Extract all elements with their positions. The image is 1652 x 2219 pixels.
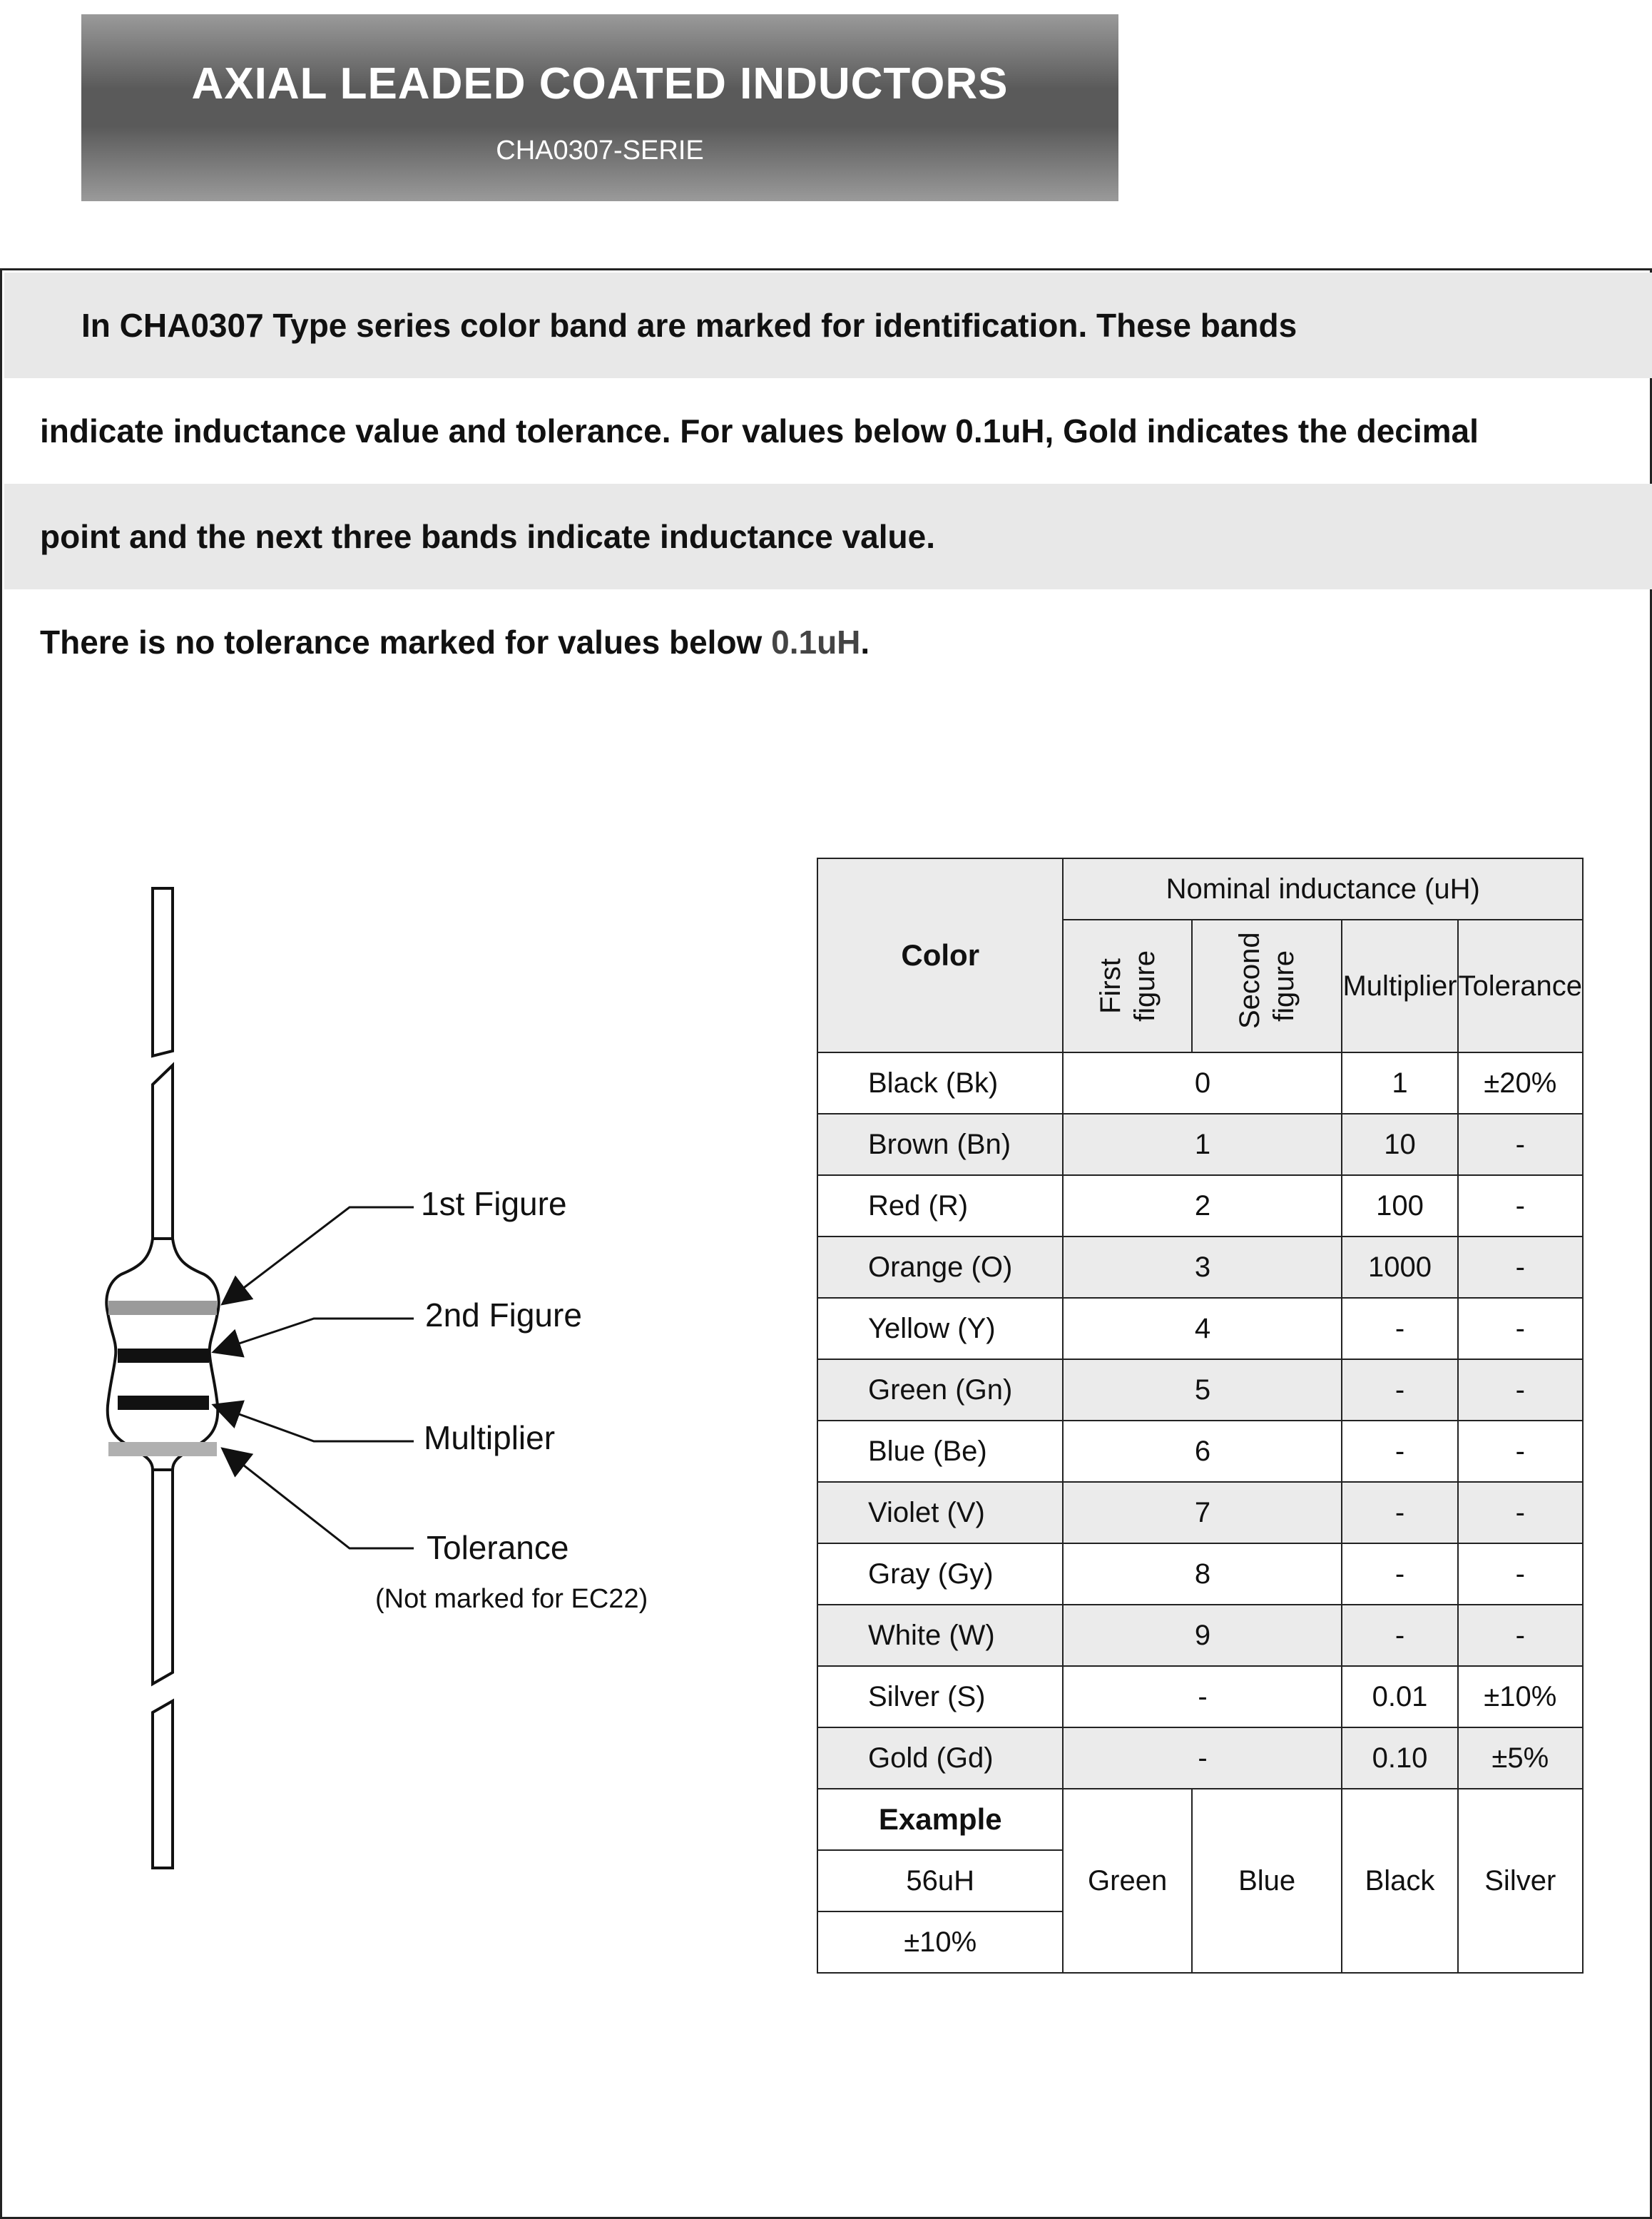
bottom-lead-upper xyxy=(153,1470,173,1684)
label-multiplier: Multiplier xyxy=(424,1419,556,1456)
table-row xyxy=(817,1237,1583,1298)
row-color: White (W) xyxy=(817,1605,1063,1666)
intro-line-4 xyxy=(4,589,1652,695)
row-tolerance: - xyxy=(1458,1359,1583,1421)
top-lead-lower xyxy=(153,1065,173,1239)
row-multiplier: - xyxy=(1342,1421,1457,1482)
example-label: Example xyxy=(817,1789,1063,1850)
row-color: Green (Gn) xyxy=(817,1359,1063,1421)
row-multiplier: - xyxy=(1342,1605,1457,1666)
example-band-2: Blue xyxy=(1192,1789,1342,1973)
row-color: Red (R) xyxy=(817,1175,1063,1237)
intro-text-3: point and the next three bands indicate inductance value. xyxy=(40,518,936,555)
row-multiplier: 0.10 xyxy=(1342,1727,1457,1789)
row-figure: 5 xyxy=(1063,1359,1342,1421)
row-figure: 3 xyxy=(1063,1237,1342,1298)
example-section xyxy=(817,1789,1583,1973)
intro-text-4-suffix: . xyxy=(860,624,870,661)
row-tolerance: - xyxy=(1458,1421,1583,1482)
example-band-3: Black xyxy=(1342,1789,1457,1973)
row-multiplier: - xyxy=(1342,1543,1457,1605)
row-multiplier: 0.01 xyxy=(1342,1666,1457,1727)
row-multiplier: 1000 xyxy=(1342,1237,1457,1298)
header-tolerance: Tolerance xyxy=(1458,920,1583,1052)
row-figure: 8 xyxy=(1063,1543,1342,1605)
top-lead-upper xyxy=(153,888,173,1056)
band-first-figure xyxy=(108,1301,217,1315)
row-multiplier: - xyxy=(1342,1298,1457,1359)
table-row xyxy=(817,1298,1583,1359)
row-multiplier: - xyxy=(1342,1482,1457,1543)
color-rows xyxy=(817,1052,1583,1789)
row-multiplier: 10 xyxy=(1342,1114,1457,1175)
table-row xyxy=(817,1666,1583,1727)
row-figure: 0 xyxy=(1063,1052,1342,1114)
leader-multiplier xyxy=(215,1406,414,1441)
row-color: Blue (Be) xyxy=(817,1421,1063,1482)
row-multiplier: 100 xyxy=(1342,1175,1457,1237)
row-figure: - xyxy=(1063,1666,1342,1727)
band-second-figure xyxy=(118,1349,209,1363)
band-tolerance xyxy=(108,1442,217,1456)
header-multiplier: Multiplier xyxy=(1342,920,1457,1052)
table-row xyxy=(817,1421,1583,1482)
inductor-drawing xyxy=(0,842,713,1884)
table-row xyxy=(817,1543,1583,1605)
title-banner xyxy=(81,14,1118,201)
header-row-1 xyxy=(817,858,1583,920)
row-figure: 2 xyxy=(1063,1175,1342,1237)
row-color: Black (Bk) xyxy=(817,1052,1063,1114)
series-subtitle: CHA0307-SERIE xyxy=(496,136,704,166)
example-row-1 xyxy=(817,1789,1583,1850)
intro-line-2 xyxy=(4,378,1652,484)
row-figure: 9 xyxy=(1063,1605,1342,1666)
example-value: 56uH xyxy=(817,1850,1063,1911)
example-band-4: Silver xyxy=(1458,1789,1583,1973)
table-header xyxy=(817,858,1583,1052)
header-color: Color xyxy=(817,858,1063,1052)
row-figure: 4 xyxy=(1063,1298,1342,1359)
intro-text-4-prefix: There is no tolerance marked for values below xyxy=(40,624,772,661)
row-figure: 7 xyxy=(1063,1482,1342,1543)
label-tolerance-note: (Not marked for EC22) xyxy=(375,1584,648,1614)
table-row xyxy=(817,1727,1583,1789)
row-tolerance: - xyxy=(1458,1237,1583,1298)
row-tolerance: ±10% xyxy=(1458,1666,1583,1727)
row-tolerance: - xyxy=(1458,1175,1583,1237)
row-tolerance: ±20% xyxy=(1458,1052,1583,1114)
row-multiplier: 1 xyxy=(1342,1052,1457,1114)
row-color: Violet (V) xyxy=(817,1482,1063,1543)
leader-first-figure xyxy=(224,1207,414,1303)
table-row xyxy=(817,1175,1583,1237)
header-second-figure-text: Second figure xyxy=(1234,932,1300,1029)
row-tolerance: - xyxy=(1458,1114,1583,1175)
row-color: Orange (O) xyxy=(817,1237,1063,1298)
row-tolerance: - xyxy=(1458,1298,1583,1359)
example-band-1: Green xyxy=(1063,1789,1191,1973)
row-figure: 6 xyxy=(1063,1421,1342,1482)
row-color: Gray (Gy) xyxy=(817,1543,1063,1605)
table-row xyxy=(817,1482,1583,1543)
row-figure: 1 xyxy=(1063,1114,1342,1175)
band-multiplier xyxy=(118,1396,209,1410)
page-title: AXIAL LEADED COATED INDUCTORS xyxy=(191,59,1009,108)
row-multiplier: - xyxy=(1342,1359,1457,1421)
bottom-lead-lower xyxy=(153,1701,173,1868)
row-tolerance: - xyxy=(1458,1543,1583,1605)
example-tolerance: ±10% xyxy=(817,1911,1063,1973)
intro-line-1 xyxy=(4,273,1652,378)
label-second-figure: 2nd Figure xyxy=(425,1296,582,1334)
row-tolerance: - xyxy=(1458,1605,1583,1666)
leader-tolerance xyxy=(224,1450,414,1548)
row-figure: - xyxy=(1063,1727,1342,1789)
leader-second-figure xyxy=(215,1319,414,1351)
threshold-value: 0.1uH xyxy=(771,624,861,661)
table-row xyxy=(817,1605,1583,1666)
table-row xyxy=(817,1052,1583,1114)
table-row xyxy=(817,1359,1583,1421)
label-first-figure: 1st Figure xyxy=(421,1185,567,1222)
label-tolerance: Tolerance xyxy=(427,1529,569,1566)
intro-text-1: In CHA0307 Type series color band are marked for identification. These bands xyxy=(81,307,1297,344)
row-color: Silver (S) xyxy=(817,1666,1063,1727)
intro-line-3 xyxy=(4,484,1652,589)
row-tolerance: - xyxy=(1458,1482,1583,1543)
inductor-diagram xyxy=(0,842,713,1884)
header-first-figure xyxy=(1063,920,1191,1052)
header-first-figure-text: First figure xyxy=(1094,950,1161,1022)
row-color: Yellow (Y) xyxy=(817,1298,1063,1359)
header-nominal-inductance: Nominal inductance (uH) xyxy=(1063,858,1583,920)
color-code-table xyxy=(817,858,1584,1974)
table-row xyxy=(817,1114,1583,1175)
header-second-figure xyxy=(1192,920,1342,1052)
intro-text-2: indicate inductance value and tolerance. For values below 0.1uH, Gold indicates the decimal xyxy=(40,412,1479,450)
row-color: Gold (Gd) xyxy=(817,1727,1063,1789)
row-color: Brown (Bn) xyxy=(817,1114,1063,1175)
intro-text-4 xyxy=(40,589,870,695)
row-tolerance: ±5% xyxy=(1458,1727,1583,1789)
